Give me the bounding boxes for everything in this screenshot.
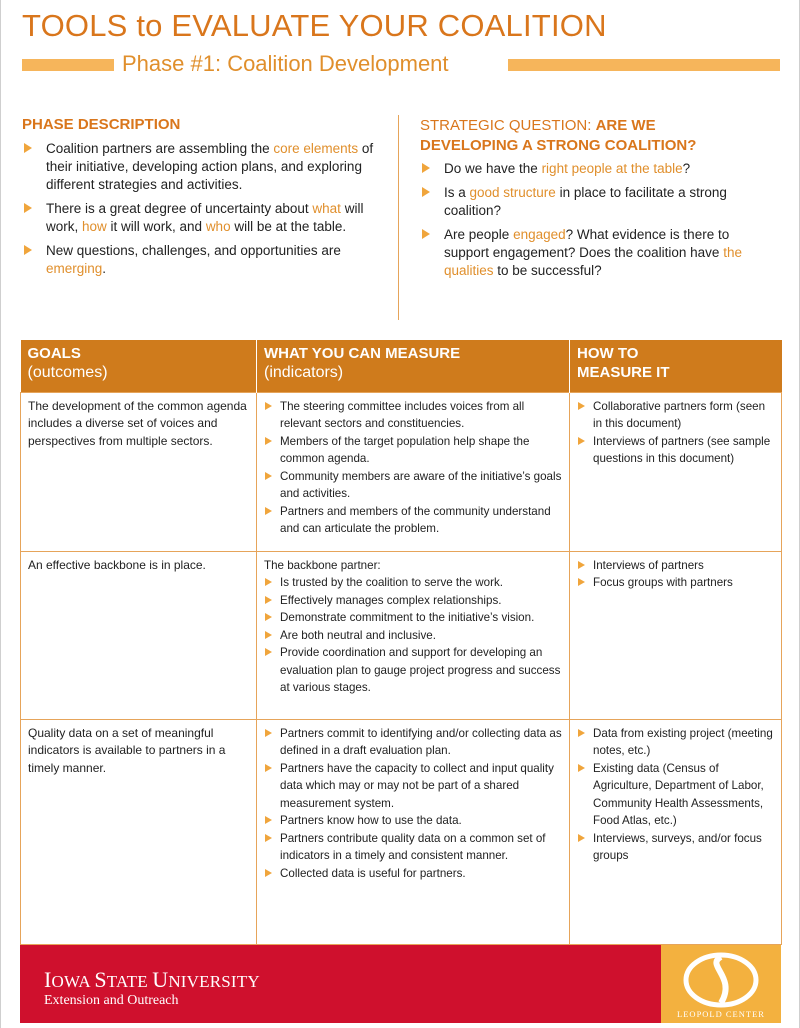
indicator-intro: The backbone partner:	[264, 558, 381, 572]
goal-text: An effective backbone is in place.	[28, 557, 206, 572]
bullet-text: Are people	[444, 227, 514, 242]
phase-description-item	[22, 242, 374, 278]
list-item	[264, 760, 562, 813]
header-how-sub: MEASURE IT	[577, 364, 670, 381]
isu-u: U	[152, 967, 169, 992]
list-item-text: Focus groups with partners	[593, 576, 733, 589]
list-item-text: Partners have the capacity to collect and input quality data which may or may not be part of a shared measurement system.	[280, 761, 554, 810]
header-goals	[21, 340, 257, 392]
bullet-text: of their initiative, developing action plans, and exploring different strategies and activities.	[46, 141, 374, 192]
bullet-arrow-icon	[265, 472, 272, 480]
list-item	[577, 830, 774, 865]
bullet-arrow-icon	[578, 729, 585, 737]
highlight-text: what	[312, 201, 341, 216]
strategic-question-prefix: STRATEGIC QUESTION:	[420, 117, 596, 134]
list-item	[264, 592, 562, 610]
bullet-arrow-icon	[578, 834, 585, 842]
list-item	[264, 574, 562, 592]
bullet-arrow-icon	[265, 729, 272, 737]
list-item-text: Partners commit to identifying and/or collecting data as defined in a draft evaluation plan.	[280, 726, 562, 757]
bullet-text: to be successful?	[493, 263, 602, 278]
highlight-text: core elements	[273, 141, 359, 156]
bullet-arrow-icon	[265, 631, 272, 639]
bullet-text: Is a	[444, 185, 470, 200]
list-item-text: Community members are aware of the initiative’s goals and activities.	[280, 469, 562, 500]
evaluation-table	[20, 340, 782, 945]
bullet-arrow-icon	[265, 764, 272, 772]
cell-bullet-list	[264, 398, 562, 538]
highlight-text: right people at the table	[541, 161, 683, 176]
list-item-text: Partners contribute quality data on a common set of indicators in a timely and consistent manner.	[280, 831, 546, 862]
header-how-title: HOW TO	[577, 345, 639, 362]
indicator-cell	[257, 392, 570, 551]
bullet-text: Do we have the	[444, 161, 542, 176]
subtitle-row	[22, 51, 780, 79]
leopold-center-logo	[661, 945, 781, 1023]
list-item	[264, 830, 562, 865]
phase-description-item	[22, 140, 374, 194]
bullet-arrow-icon	[265, 437, 272, 445]
bullet-arrow-icon	[265, 578, 272, 586]
header-measure-sub: (indicators)	[264, 364, 344, 381]
list-item-text: Demonstrate commitment to the initiative’s vision.	[280, 611, 535, 624]
bullet-arrow-icon	[265, 869, 272, 877]
bullet-text: New questions, challenges, and opportunities are	[46, 243, 341, 258]
header-goals-title: GOALS	[27, 345, 81, 362]
highlight-text: engaged	[513, 227, 566, 242]
list-item	[264, 865, 562, 883]
list-item-text: The steering committee includes voices from all relevant sectors and constituencies.	[280, 399, 525, 430]
column-divider	[398, 115, 399, 320]
header-goals-sub: (outcomes)	[27, 364, 108, 381]
isu-i: I	[44, 967, 52, 992]
phase-description-list	[22, 140, 374, 284]
list-item-text: Interviews of partners (see sample questions in this document)	[593, 434, 771, 465]
bullet-arrow-icon	[24, 245, 32, 255]
indicator-cell	[257, 551, 570, 719]
strategic-question-item	[420, 226, 765, 280]
goal-cell	[21, 551, 257, 719]
subtitle-bar-right	[508, 59, 780, 71]
strategic-question-list	[420, 160, 765, 286]
bullet-arrow-icon	[578, 561, 585, 569]
header-measure	[257, 340, 570, 392]
bullet-text: Coalition partners are assembling the	[46, 141, 274, 156]
bullet-arrow-icon	[422, 187, 430, 197]
bullet-arrow-icon	[265, 834, 272, 842]
isu-owa: OWA	[51, 972, 95, 991]
list-item	[577, 725, 774, 760]
list-item-text: Is trusted by the coalition to serve the work.	[280, 576, 503, 589]
bullet-text: ?	[682, 161, 691, 176]
bullet-arrow-icon	[578, 764, 585, 772]
cell-bullet-list	[577, 398, 774, 468]
indicator-cell	[257, 719, 570, 944]
bullet-arrow-icon	[265, 816, 272, 824]
list-item	[264, 812, 562, 830]
list-item-text: Partners know how to use the data.	[280, 814, 462, 827]
bullet-text: in place to facilitate a strong coalition?	[444, 185, 727, 218]
goal-cell	[21, 719, 257, 944]
leopold-logo-icon	[683, 951, 759, 1009]
phase-description-heading: PHASE DESCRIPTION	[22, 116, 181, 133]
phase-description-item	[22, 200, 374, 236]
list-item-text: Interviews, surveys, and/or focus groups	[593, 831, 762, 862]
bullet-text: There is a great degree of uncertainty about	[46, 201, 313, 216]
bullet-arrow-icon	[265, 596, 272, 604]
table-row	[21, 392, 782, 551]
header-how	[570, 340, 782, 392]
footer-banner	[20, 945, 781, 1023]
page-title: TOOLS to EVALUATE YOUR COALITION	[22, 8, 607, 43]
method-cell	[570, 551, 782, 719]
bullet-arrow-icon	[265, 402, 272, 410]
header-measure-title: WHAT YOU CAN MEASURE	[264, 345, 461, 362]
goal-text: The development of the common agenda includes a diverse set of voices and perspectives from multiple sectors.	[28, 398, 247, 448]
cell-bullet-list	[264, 725, 562, 883]
isu-niversity: NIVERSITY	[168, 972, 260, 991]
cell-bullet-list	[264, 574, 562, 697]
list-item-text: Provide coordination and support for developing an evaluation plan to gauge project progress and success at various stages.	[280, 646, 561, 694]
bullet-text: will work,	[46, 201, 364, 234]
method-cell	[570, 392, 782, 551]
strategic-question-item	[420, 160, 765, 178]
highlight-text: good structure	[469, 185, 556, 200]
cell-bullet-list	[577, 557, 774, 592]
goal-text: Quality data on a set of meaningful indicators is available to partners in a timely manner.	[28, 725, 226, 775]
bullet-arrow-icon	[422, 229, 430, 239]
isu-tate: TATE	[106, 972, 153, 991]
subtitle-bar-left	[22, 59, 114, 71]
table-row	[21, 551, 782, 719]
university-subtitle: Extension and Outreach	[44, 993, 179, 1008]
list-item	[264, 503, 562, 538]
list-item	[264, 433, 562, 468]
list-item	[264, 468, 562, 503]
highlight-text: how	[82, 219, 107, 234]
bullet-text: it will work, and	[106, 219, 206, 234]
list-item	[577, 557, 774, 575]
table-row	[21, 719, 782, 944]
list-item	[264, 644, 562, 697]
isu-s: S	[94, 967, 107, 992]
list-item-text: Interviews of partners	[593, 558, 704, 572]
bullet-arrow-icon	[578, 402, 585, 410]
bullet-arrow-icon	[265, 648, 272, 656]
list-item	[577, 574, 774, 592]
highlight-text: the qualities	[444, 245, 742, 278]
cell-bullet-list	[577, 725, 774, 865]
highlight-text: emerging	[46, 261, 103, 276]
list-item	[577, 760, 774, 830]
list-item-text: Are both neutral and inclusive.	[280, 628, 436, 642]
strategic-question-item	[420, 184, 765, 220]
list-item	[264, 627, 562, 645]
bullet-arrow-icon	[24, 203, 32, 213]
list-item-text: Data from existing project (meeting notes, etc.)	[593, 726, 773, 757]
bullet-arrow-icon	[578, 578, 585, 586]
list-item-text: Members of the target population help shape the common agenda.	[280, 434, 530, 465]
strategic-question-bold-1: ARE WE	[595, 117, 656, 134]
leopold-center-label: LEOPOLD CENTER	[677, 1009, 765, 1019]
page-subtitle: Phase #1: Coalition Development	[122, 51, 449, 76]
list-item	[264, 725, 562, 760]
table-header-row	[21, 340, 782, 392]
list-item-text: Collected data is useful for partners.	[280, 866, 466, 880]
list-item	[264, 398, 562, 433]
university-name	[44, 967, 260, 993]
bullet-arrow-icon	[265, 507, 272, 515]
strategic-question-heading	[420, 116, 696, 156]
bullet-arrow-icon	[24, 143, 32, 153]
list-item	[577, 433, 774, 468]
list-item-text: Collaborative partners form (seen in this document)	[593, 399, 766, 430]
list-item	[264, 609, 562, 627]
bullet-arrow-icon	[265, 613, 272, 621]
highlight-text: who	[205, 219, 231, 234]
bullet-arrow-icon	[422, 163, 430, 173]
bullet-text: will be at the table.	[230, 219, 347, 234]
bullet-text: ? What evidence is there to support engagement? Does the coalition have	[444, 227, 730, 260]
bullet-text: .	[102, 261, 107, 276]
bullet-arrow-icon	[578, 437, 585, 445]
goal-cell	[21, 392, 257, 551]
list-item-text: Effectively manages complex relationships.	[280, 593, 502, 607]
method-cell	[570, 719, 782, 944]
strategic-question-bold-2: DEVELOPING A STRONG COALITION?	[420, 137, 697, 154]
list-item-text: Existing data (Census of Agriculture, Department of Labor, Community Health Assessments, Food Atlas, etc.)	[593, 761, 764, 827]
list-item-text: Partners and members of the community understand and can articulate the problem.	[280, 504, 551, 535]
list-item	[577, 398, 774, 433]
